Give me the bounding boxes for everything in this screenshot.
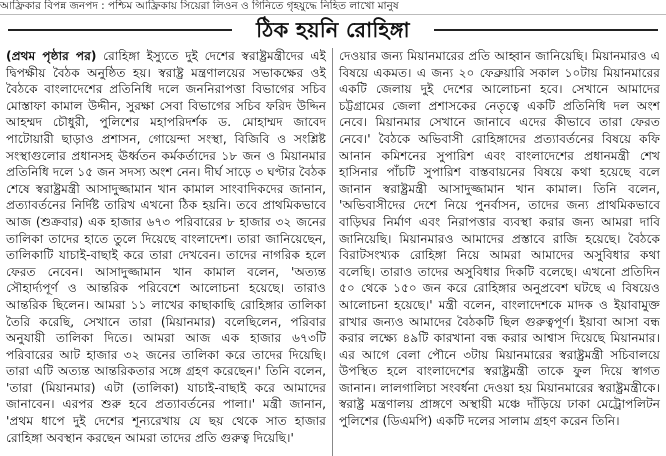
previous-article-strip: আফ্রিকার বিপন্ন জনপদ : পশ্চিম আফ্রিকায় সিয়েরা লিওন ও গিনিতে গৃহযুদ্ধে নিহিত লাখো মানুষ — [0, 0, 666, 15]
left-column-paragraph — [6, 48, 326, 446]
right-column-body: দেওয়ার জন্য মিয়ানমারের প্রতি আহ্বান জানিয়েছি। মিয়ানমারও এ বিষয়ে একমত। এ জন্য ২০ ফেব্রুয়ারি সকাল ১০টায় মিয়ানমারের একটি জেলায় দুই দেশের আলোচনা হবে। সেখানে আমাদের চট্টগ্রামের জেলা প্রশাসকের নেতৃত্বে একটি প্রতিনিধি দল অংশ নেবে। মিয়ানমার সেখানে জানাবে এদের কীভাবে তারা ফেরত নেবে।' বৈঠকে অভিবাসী রোহিঙ্গাদের প্রত্যাবর্তনের বিষয়ে কফি আনান কমিশনের সুপারিশ এবং বাংলাদেশের প্রধানমন্ত্রী শেখ হাসিনার পাঁচটি সুপারিশ বাস্তবায়নের বিষয়ে কথা হয়েছে বলে জানান স্বরাষ্ট্রমন্ত্রী আসাদুজ্জামান খান কামাল। তিনি বলেন, 'অভিবাসীদের দেশে নিয়ে পুনর্বাসন, তাদের জন্য প্রাথমিকভাবে বাড়িঘর নির্মাণ এবং নিরাপত্তার ব্যবস্থা করার জন্য আমরা দাবি জানিয়েছি। মিয়ানমারও আমাদের প্রস্তাবে রাজি হয়েছে। বৈঠকে বিরাটসংখ্যক রোহিঙ্গা নিয়ে আমরা আমাদের অসুবিধার কথা বলেছি। তারাও তাদের অসুবিধার দিকটি বলেছে। এখনো প্রতিদিন ৫০ থেকে ১৫০ জন করে রোহিঙ্গার অনুপ্রবেশ ঘটছে এ বিষয়েও আলোচনা হয়েছে।' মন্ত্রী বলেন, বাংলাদেশকে মাদক ও ইয়াবামুক্ত রাখার জন্যও আমাদের বৈঠকটি ছিল গুরুত্বপূর্ণ। ইয়াবা আসা বন্ধ করার লক্ষ্যে ৪৯টি কারখানা বন্ধ করার আশ্বাস দিয়েছে মিয়ানমার। এর আগে বেলা পৌনে ৩টায় মিয়ানমারের স্বরাষ্ট্রমন্ত্রী সচিবালয়ে উপস্থিত হলে বাংলাদেশের স্বরাষ্ট্রমন্ত্রী তাকে ফুল দিয়ে স্বাগত জানান। লালগালিচা সংবর্ধনা দেওয়া হয় মিয়ানমারের স্বরাষ্ট্রমন্ত্রীকে। স্বরাষ্ট্র মন্ত্রণালয় প্রাঙ্গণে অস্থায়ী মঞ্চে দাঁড়িয়ে ঢাকা মেট্রোপলিটন পুলিশের (ডিএমপি) একটি দলের সালাম গ্রহণ করেন তিনি। — [339, 49, 660, 429]
headline-rule-right — [434, 29, 658, 31]
headline-row — [0, 15, 666, 45]
article-columns — [0, 48, 666, 456]
left-column — [0, 48, 333, 456]
headline-rule-left — [8, 29, 232, 31]
right-column — [333, 48, 666, 456]
jump-label: (প্রথম পৃষ্ঠার পর) — [6, 49, 97, 63]
left-column-body: রোহিঙ্গা ইস্যুতে দুই দেশের স্বরাষ্ট্রমন্ত্রীদের এই দ্বিপক্ষীয় বৈঠক অনুষ্ঠিত হয়। স্বরাষ্ট্র মন্ত্রণালয়ের সভাকক্ষের ওই বৈঠকে বাংলাদেশের প্রতিনিধি দলে জননিরাপত্তা বিভাগের সচিব মোস্তাফা কামাল উদ্দীন, সুরক্ষা সেবা বিভাগের সচিব ফরিদ উদ্দিন আহম্মদ চৌধুরী, পুলিশের মহাপরিদর্শক ড. মোহাম্মদ জাবেদ পাটোয়ারী ছাড়াও প্রশাসন, গোয়েন্দা সংস্থা, বিজিবি ও সংশ্লিষ্ট সংস্থাগুলোর প্রধানসহ ঊর্ধ্বতন কর্মকর্তাদের ১৮ জন ও মিয়ানমার প্রতিনিধি দলে ১৫ জন সদস্য অংশ নেন। দীর্ঘ সাড়ে ৩ ঘণ্টার বৈঠক শেষে স্বরাষ্ট্রমন্ত্রী আসাদুজ্জামান খান কামাল সাংবাদিকদের জানান, প্রত্যাবর্তনের নির্দিষ্ট তারিখ এখনো ঠিক হয়নি। তবে প্রাথমিকভাবে আজ (শুক্রবার) এক হাজার ৬৭৩ পরিবারের ৮ হাজার ৩২ জনের তালিকা তাদের হাতে তুলে দিয়েছে বাংলাদেশ। তারা জানিয়েছেন, তালিকাটি যাচাই-বাছাই করে তারা দেখবেন। তাদের নাগরিক হলে ফেরত নেবেন। আসাদুজ্জামান খান কামাল বলেন, 'অত্যন্ত সৌহার্দ্যপূর্ণ ও আন্তরিক পরিবেশে আলোচনা হয়েছে। তারাও আন্তরিক ছিলেন। আমরা ১১ লাখের কাছাকাছি রোহিঙ্গার তালিকা তৈরি করেছি, সেখানে তারা (মিয়ানমার) বলেছিলেন, পরিবার অনুযায়ী তালিকা দিতে। আমরা আজ এক হাজার ৬৭৩টি পরিবারের আট হাজার ৩২ জনের তালিকা করে তাদের দিয়েছি। তারা এটি অত্যন্ত আন্তরিকতার সঙ্গে গ্রহণ করেছেন।' তিনি বলেন, 'তারা (মিয়ানমার) এটা (তালিকা) যাচাই-বাছাই করে আমাদের জানাবেন। এরপর শুরু হবে প্রত্যাবর্তনের পালা।' মন্ত্রী জানান, 'প্রথম ধাপে দুই দেশের শূন্যরেখায় যে ছয় থেকে সাত হাজার রোহিঙ্গা অবস্থান করছেন আমরা তাদের প্রতি গুরুত্ব দিয়েছি।' — [6, 49, 326, 445]
article-headline: ঠিক হয়নি রোহিঙ্গা — [246, 17, 420, 43]
